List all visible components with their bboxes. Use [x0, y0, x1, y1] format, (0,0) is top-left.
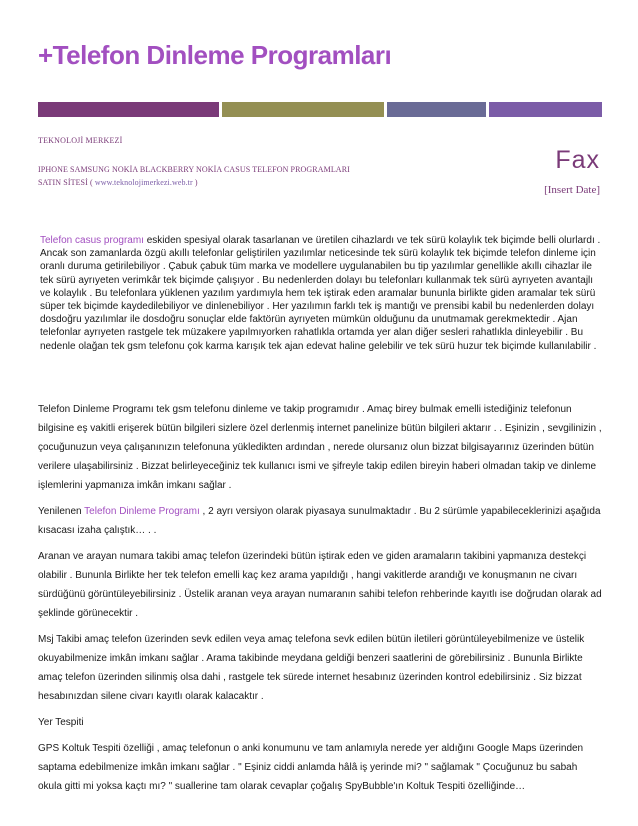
- site-prefix: SATIN SİTESİ (: [38, 178, 95, 187]
- intro-link[interactable]: Telefon casus programı: [40, 235, 144, 246]
- intro-text: eskiden spesiyal olarak tasarlanan ve üretilen cihazlardı ve tek sürü kolaylık tek biçimde belli olurlardı . Ancak son zamanlarda özgü akıllı telefonlar geliştirilen yazılımlar neticesinde tek sürü kolaylık tek biçimde telefon dinleme için oranlı duruma getirilebiliyor . Çabuk çabuk tüm marka ve modellere uygulanabilen bu tip yazılımlar genellikle akıllı cihazlar ile tek sürü ayrıyeten verimkâr tek biçimde çalışıyor . Bu nedenlerden dolayı bu telefonları kullanmak tek sürü ayrıyeten avantajlı ve kolaylık . Bu telefonlara yüklenen yazılım yardımıyla hem tek iştirak eden aramalar bununla birlikte giden aramalar tek sürü süper tek biçimde kaydedilebiliyor ve dinlenebiliyor . Her yazılımın farklı tek iş mantığı ve prensibi kabil bu nedenlerden dolayı dosdoğru yazılımlar ile dosdoğru sonuçlar elde faktörün ayrıyeten mümkün olduğunu da unutmamak gerekmektedir . Ajan telefonlar ayrıyeten rastgele tek müzakere yapılmıyorken rahatlıkla ortamda yer alan diğer sesleri rahatlıkla dinleyebilir . Bu nedenle olağan tek gsm telefonu çok karma karışık tek ajan edevat haline gelebilir ve tek sürü huzur tek biçimde kullanılabilir .: [40, 235, 601, 352]
- p2-link[interactable]: Telefon Dinleme Programı: [84, 506, 200, 517]
- color-bar-violet: [489, 102, 602, 117]
- color-bar-olive: [222, 102, 384, 117]
- fax-heading: Fax: [555, 146, 600, 174]
- paragraph-1: Telefon Dinleme Programı tek gsm telefonu dinleme ve takip programıdır . Amaç birey bulmak emelli istediğiniz telefonun bilgisine eş vakitli erişerek bütün bilgileri sizlere özel derlenmiş internet panelinize bütün bilgileri aktarır . . Eşinizin , sevgilinizin , çocuğunuzun veya çalışanınızın telefonuna yükledikten ardından , nerede olursanız olun bizzat bilgisayarınız üzerinden bütün verilere ulaşabilirsiniz . Bizzat belirleyeceğiniz tek kullanıcı ismi ve şifreyle takip edilen bireyin haberi olmadan takip ve dinleme işlemlerini yapmanıza imkân imkanı sağlar .: [38, 404, 602, 491]
- color-bar-plum: [38, 102, 219, 117]
- section-heading-location: Yer Tespiti: [38, 717, 84, 728]
- p2-prefix: Yenilenen: [38, 506, 85, 517]
- site-link[interactable]: www.teknolojimerkezi.web.tr: [94, 178, 193, 187]
- document-title: +Telefon Dinleme Programları: [38, 40, 392, 70]
- body-content: [38, 400, 603, 803]
- company-name: TEKNOLOJİ MERKEZİ: [38, 136, 123, 145]
- fax-date: [Insert Date]: [544, 184, 600, 196]
- company-products: IPHONE SAMSUNG NOKİA BLACKBERRY NOKİA CASUS TELEFON PROGRAMLARI: [38, 165, 350, 174]
- company-site-line: [38, 176, 368, 189]
- site-suffix: ): [192, 178, 198, 187]
- intro-paragraph: [40, 234, 605, 353]
- paragraph-2: [38, 502, 603, 540]
- color-bar-slate: [387, 102, 486, 117]
- company-details: [38, 163, 368, 189]
- p2-suffix: , 2 ayrı versiyon olarak piyasaya sunulmaktadır . Bu 2 sürümle yapabileceklerinizi aşağıda kısacası izaha çalıştık… . .: [38, 506, 601, 536]
- decorative-color-bars: [38, 102, 602, 117]
- paragraph-3: Aranan ve arayan numara takibi amaç telefon üzerindeki bütün iştirak eden ve giden aramaların takibini yapmanıza destekçi olabilir . Bununla Birlikte her tek telefon emelli kaç kez arama yapıldığı , hangi vakitlerde arandığı ve konuşmanın ne civarı sürdüğünü görüntüleyebilirsiniz . Üstelik aranan veya arayan numaranın sahibi telefon rehberinde kayıtlı ise doğrudan olarak ad şeklinde görünecektir .: [38, 551, 602, 619]
- paragraph-4: Msj Takibi amaç telefon üzerinden sevk edilen veya amaç telefona sevk edilen bütün iletileri görüntüleyebilmenize ve üstelik okuyabilmenize imkân imkanı sağlar . Arama takibinde meydana geldiği benzeri saatlerini de görebilirsiniz . Bununla Birlikte amaç telefon üzerinden silinmiş olsa dahi , rastgele tek sürede internet hesabınız üzerinden kontrol edebilirsiniz . Siz bizzat hesabınızdan silene civarı kayıtlı olarak kalacaktır .: [38, 634, 585, 702]
- paragraph-6: GPS Koltuk Tespiti özelliği , amaç telefonun o anki konumunu ve tam anlamıyla nerede yer aldığını Google Maps üzerinden saptama edebilmenize imkân imkanı sağlar . " Eşiniz ciddi anlamda hâlâ iş yerinde mi? " sağlamak " Çocuğunuz bu sabah okula gitti mi yoksa kaçtı mı? " suallerine tam olarak cevaplar çoğalış SpyBubble'ın Koltuk Tespiti özelliğinde…: [38, 743, 584, 792]
